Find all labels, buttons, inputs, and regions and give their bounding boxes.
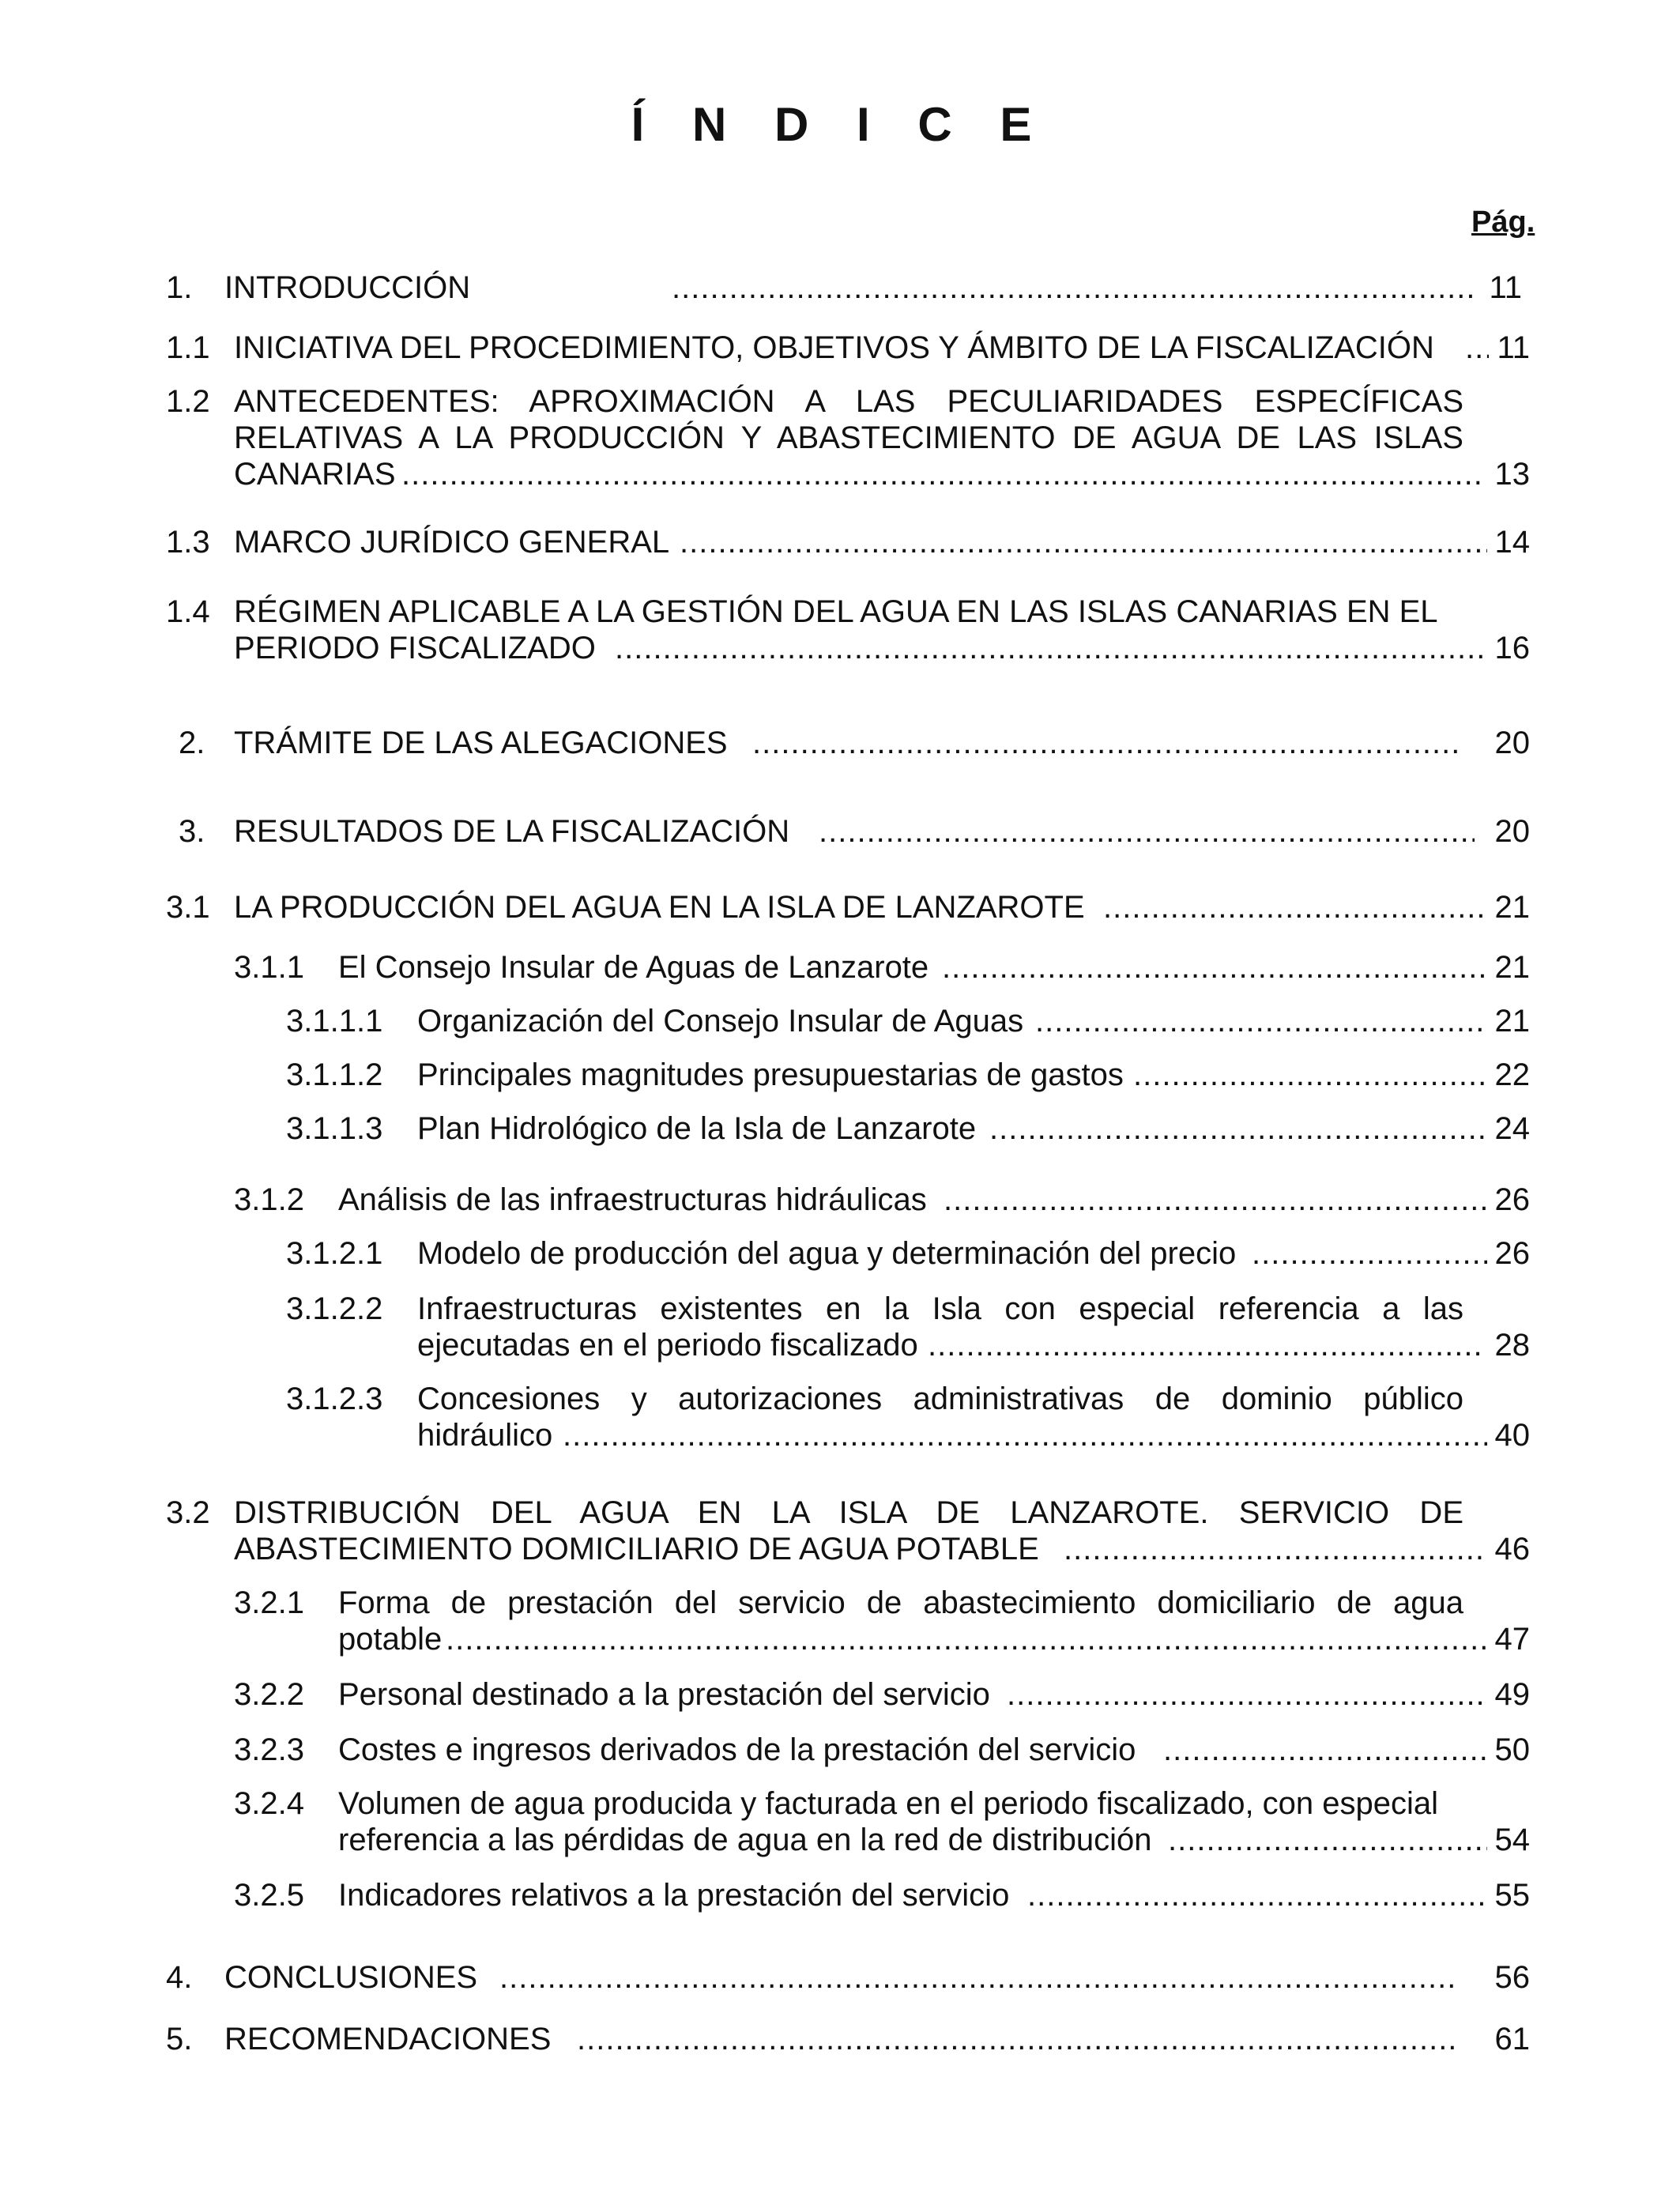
toc-number: 3.1.1.1 xyxy=(286,1004,383,1039)
toc-title: Personal destinado a la prestación del servicio xyxy=(338,1677,990,1712)
toc-page: 26 xyxy=(1494,1182,1530,1217)
toc-page: 14 xyxy=(1494,525,1530,560)
toc-title-line: ejecutadas en el periodo fiscalizado xyxy=(417,1328,918,1363)
toc-page: 49 xyxy=(1494,1677,1530,1712)
toc-page: 50 xyxy=(1494,1732,1530,1767)
leader-dots xyxy=(752,724,1462,762)
toc-page: 21 xyxy=(1494,1004,1530,1039)
leader-dots xyxy=(942,948,1487,986)
toc-entry-4[interactable] xyxy=(0,1958,1680,1996)
toc-page: 55 xyxy=(1494,1878,1530,1913)
leader-dots xyxy=(1035,1002,1487,1040)
toc-title: INICIATIVA DEL PROCEDIMIENTO, OBJETIVOS Y ÁMBITO DE LA FISCALIZACIÓN xyxy=(234,330,1434,365)
toc-page: 24 xyxy=(1494,1111,1530,1146)
toc-entry-1[interactable] xyxy=(0,269,1680,307)
toc-title-line: Forma de prestación del servicio de abastecimiento domiciliario de agua xyxy=(338,1585,1463,1620)
toc-title-line: Infraestructuras existentes en la Isla con especial referencia a las xyxy=(417,1291,1463,1326)
toc-entry-3-1-1-1[interactable] xyxy=(0,1002,1680,1040)
toc-title-line: RÉGIMEN APLICABLE A LA GESTIÓN DEL AGUA EN LAS ISLAS CANARIAS EN EL xyxy=(234,594,1438,629)
toc-page: 20 xyxy=(1494,726,1530,760)
toc-title: Costes e ingresos derivados de la prestación del servicio xyxy=(338,1732,1136,1767)
toc-entry-5[interactable] xyxy=(0,2020,1680,2058)
toc-title: Organización del Consejo Insular de Aguas xyxy=(417,1004,1024,1039)
toc-number: 3.2.4 xyxy=(234,1786,304,1821)
toc-number: 1.1 xyxy=(166,330,210,365)
toc-page: 11 xyxy=(1489,270,1522,305)
leader-dots xyxy=(1133,1056,1487,1094)
toc-entry-3-1-1-3[interactable] xyxy=(0,1110,1680,1148)
leader-dots xyxy=(1103,888,1487,926)
toc-title-line: hidráulico xyxy=(417,1418,553,1453)
leader-dots xyxy=(989,1110,1487,1148)
toc-number: 3.1.2 xyxy=(234,1182,304,1217)
toc-page: 54 xyxy=(1494,1823,1530,1857)
leader-dots xyxy=(672,269,1478,307)
toc-title: Modelo de producción del agua y determinación del precio xyxy=(417,1236,1237,1271)
toc-number: 1.3 xyxy=(166,525,210,560)
toc-number: 1.2 xyxy=(166,384,210,419)
toc-title-line: ANTECEDENTES: APROXIMACIÓN A LAS PECULIARIDADES ESPECÍFICAS xyxy=(234,384,1463,419)
toc-page: 46 xyxy=(1494,1532,1530,1566)
toc-title-line: Volumen de agua producida y facturada en el periodo fiscalizado, con especial xyxy=(338,1786,1439,1821)
toc-title-line: RELATIVAS A LA PRODUCCIÓN Y ABASTECIMIENTO DE AGUA DE LAS ISLAS xyxy=(234,420,1463,455)
toc-number: 3.2.5 xyxy=(234,1878,304,1913)
leader-dots xyxy=(563,1416,1487,1454)
toc-number: 3.2.3 xyxy=(234,1732,304,1767)
toc-page: 21 xyxy=(1494,890,1530,925)
leader-dots xyxy=(577,2020,1454,2058)
toc-page: 40 xyxy=(1494,1418,1530,1453)
leader-dots xyxy=(1168,1821,1487,1859)
toc-entry-3-2-5[interactable] xyxy=(0,1876,1680,1914)
toc-entry-3-1[interactable] xyxy=(0,888,1680,926)
leader-dots xyxy=(1064,1530,1487,1568)
leader-dots xyxy=(499,1958,1454,1996)
toc-number: 1.4 xyxy=(166,594,210,629)
leader-dots xyxy=(1252,1235,1487,1272)
toc-title: El Consejo Insular de Aguas de Lanzarote xyxy=(338,950,929,985)
toc-title: TRÁMITE DE LAS ALEGACIONES xyxy=(234,726,728,760)
leader-dots xyxy=(680,523,1487,561)
toc-number: 1. xyxy=(166,270,193,305)
toc-page: 11 xyxy=(1497,330,1530,365)
toc-number: 3.1.2.3 xyxy=(286,1382,383,1416)
toc-title: MARCO JURÍDICO GENERAL xyxy=(234,525,670,560)
leader-dots xyxy=(1027,1876,1487,1914)
toc-entry-3[interactable] xyxy=(0,812,1680,850)
toc-title: RESULTADOS DE LA FISCALIZACIÓN xyxy=(234,814,790,849)
leader-dots xyxy=(819,812,1475,850)
toc-number: 3.1.1.3 xyxy=(286,1111,383,1146)
toc-title: LA PRODUCCIÓN DEL AGUA EN LA ISLA DE LANZAROTE xyxy=(234,890,1085,925)
toc-page: 47 xyxy=(1494,1622,1530,1657)
toc-number: 2. xyxy=(179,726,205,760)
toc-number: 3.1.2.2 xyxy=(286,1291,383,1326)
toc-page: 16 xyxy=(1494,631,1530,665)
toc-entry-3-2-3[interactable] xyxy=(0,1731,1680,1769)
toc-number: 3.1.1 xyxy=(234,950,304,985)
toc-title: Principales magnitudes presupuestarias de gastos xyxy=(417,1057,1124,1092)
leader-dots xyxy=(401,455,1486,493)
toc-title-line: PERIODO FISCALIZADO xyxy=(234,631,596,665)
toc-title: Plan Hidrológico de la Isla de Lanzarote xyxy=(417,1111,977,1146)
toc-page: 61 xyxy=(1494,2022,1530,2056)
leader-dots xyxy=(928,1326,1486,1364)
toc-entry-2[interactable] xyxy=(0,724,1680,762)
toc-title: RECOMENDACIONES xyxy=(224,2022,552,2056)
toc-page: 21 xyxy=(1494,950,1530,985)
toc-entry-1-3[interactable] xyxy=(0,523,1680,561)
toc-number: 3.1.1.2 xyxy=(286,1057,383,1092)
toc-title-line: referencia a las pérdidas de agua en la red de distribución xyxy=(338,1823,1152,1857)
toc-title-line: potable xyxy=(338,1622,443,1657)
toc-page: 20 xyxy=(1494,814,1530,849)
toc-title: Indicadores relativos a la prestación del servicio xyxy=(338,1878,1010,1913)
toc-number: 3.2.1 xyxy=(234,1585,304,1620)
toc-number: 3.2 xyxy=(166,1495,210,1530)
toc-number: 3.1.2.1 xyxy=(286,1236,383,1271)
toc-title-line: DISTRIBUCIÓN DEL AGUA EN LA ISLA DE LANZAROTE. SERVICIO DE xyxy=(234,1495,1463,1530)
toc-page: 56 xyxy=(1494,1960,1530,1995)
toc-title: CONCLUSIONES xyxy=(224,1960,478,1995)
toc-page: 28 xyxy=(1494,1328,1530,1363)
leader-dots xyxy=(1163,1731,1487,1769)
toc-title-line: ABASTECIMIENTO DOMICILIARIO DE AGUA POTABLE xyxy=(234,1532,1039,1566)
toc-entry-3-1-2[interactable] xyxy=(0,1181,1680,1219)
toc-entry-3-1-1-2[interactable] xyxy=(0,1056,1680,1094)
index-title: Í N D I C E xyxy=(631,98,1049,151)
toc-number: 5. xyxy=(166,2022,193,2056)
leader-dots xyxy=(944,1181,1487,1219)
toc-number: 3.2.2 xyxy=(234,1677,304,1712)
toc-entry-3-1-1[interactable] xyxy=(0,948,1680,986)
leader-dots xyxy=(1007,1676,1487,1713)
toc-entry-3-1-2-1[interactable] xyxy=(0,1235,1680,1272)
toc-entry-3-2-2[interactable] xyxy=(0,1676,1680,1713)
toc-page: 22 xyxy=(1494,1057,1530,1092)
toc-number: 3.1 xyxy=(166,890,210,925)
leader-dots xyxy=(615,629,1486,667)
leader-dots xyxy=(446,1620,1487,1658)
toc-number: 3. xyxy=(179,814,205,849)
toc-page: 26 xyxy=(1494,1236,1530,1271)
page-column-header: Pág. xyxy=(1471,205,1535,239)
toc-title: INTRODUCCIÓN xyxy=(224,270,471,305)
toc-entry-1-1[interactable] xyxy=(0,329,1680,367)
toc-title: Análisis de las infraestructuras hidráulicas xyxy=(338,1182,927,1217)
toc-number: 4. xyxy=(166,1960,193,1995)
toc-title-line: CANARIAS xyxy=(234,457,396,492)
toc-title-line: Concesiones y autorizaciones administrativas de dominio público xyxy=(417,1382,1463,1416)
toc-page: 13 xyxy=(1494,457,1530,492)
